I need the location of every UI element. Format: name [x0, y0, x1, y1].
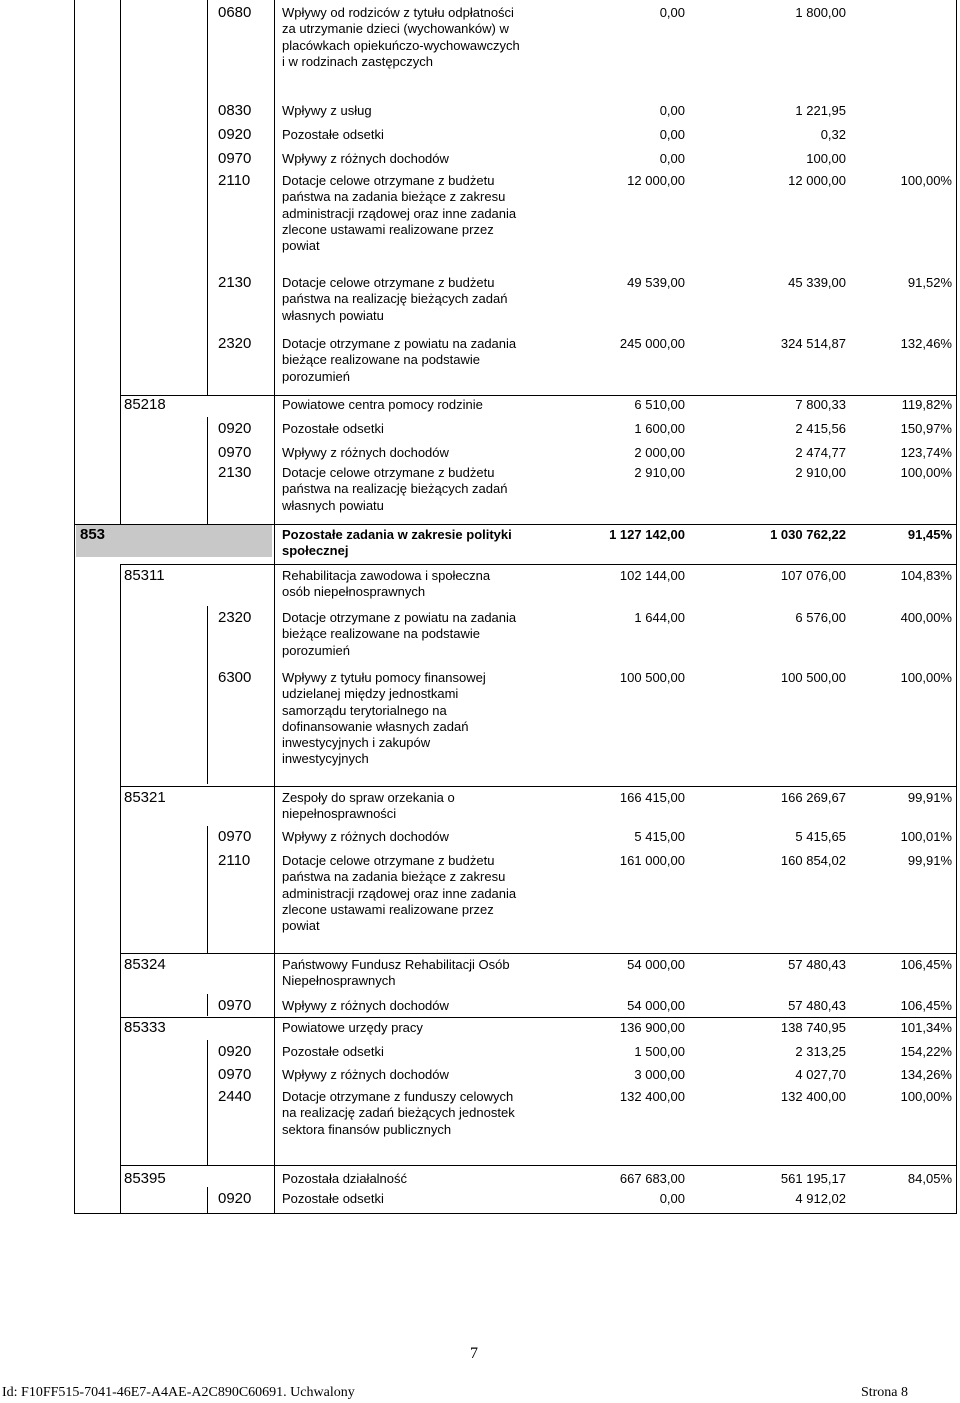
item-name: Powiatowe centra pomocy rodzinie	[282, 397, 483, 412]
item-name: Wpływy z usług	[282, 103, 372, 118]
paragraph-code: 0970	[218, 828, 252, 845]
execution-percent: 99,91%	[907, 790, 952, 805]
paragraph-code: 0970	[218, 1066, 252, 1083]
item-name: Dotacje celowe otrzymane z budżetu państwa na zadania bieżące z zakresu administracji rządowej oraz inne zadania zlecone ustawami realizowane przez powiat	[282, 173, 517, 254]
item-name: Pozostałe odsetki	[282, 1044, 384, 1059]
paragraph-code: 2320	[218, 335, 252, 352]
plan-amount: 54 000,00	[627, 957, 685, 972]
subsection-code: 85324	[124, 956, 166, 973]
executed-amount: 166 269,67	[780, 790, 846, 805]
paragraph-code: 0970	[218, 997, 252, 1014]
plan-amount: 0,00	[659, 127, 685, 142]
execution-percent: 400,00%	[900, 610, 952, 625]
executed-amount: 0,32	[820, 127, 846, 142]
item-name: Wpływy z różnych dochodów	[282, 151, 449, 166]
paragraph-code: 0920	[218, 420, 252, 437]
item-name: Dotacje celowe otrzymane z budżetu państwa na realizację bieżących zadań własnych powiatu	[282, 465, 508, 513]
plan-amount: 132 400,00	[619, 1089, 685, 1104]
paragraph-code: 0830	[218, 102, 252, 119]
plan-amount: 166 415,00	[619, 790, 685, 805]
executed-amount: 2 474,77	[795, 445, 846, 460]
subsection-code: 85395	[124, 1170, 166, 1187]
executed-amount: 57 480,43	[788, 998, 846, 1013]
page-label: Strona 8	[860, 1385, 908, 1400]
execution-percent: 91,45%	[907, 527, 952, 542]
plan-amount: 100 500,00	[619, 670, 685, 685]
section-code-shading	[76, 525, 272, 557]
paragraph-code: 6300	[218, 669, 252, 686]
executed-amount: 107 076,00	[780, 568, 846, 583]
execution-percent: 119,82%	[901, 397, 952, 412]
plan-amount: 2 910,00	[634, 465, 685, 480]
paragraph-code: 2110	[218, 172, 251, 189]
item-name: Wpływy z różnych dochodów	[282, 998, 449, 1013]
item-name: Powiatowe urzędy pracy	[282, 1020, 423, 1035]
executed-amount: 5 415,65	[795, 829, 846, 844]
item-name: Dotacje celowe otrzymane z budżetu państwa na zadania bieżące z zakresu administracji rządowej oraz inne zadania zlecone ustawami realizowane przez powiat	[282, 853, 517, 934]
subsection-code: 85321	[124, 789, 166, 806]
item-name: Dotacje otrzymane z powiatu na zadania bieżące realizowane na podstawie porozumień	[282, 610, 517, 658]
plan-amount: 1 500,00	[634, 1044, 685, 1059]
executed-amount: 4 027,70	[795, 1067, 846, 1082]
item-name: Pozostałe odsetki	[282, 421, 384, 436]
item-name: Państwowy Fundusz Rehabilitacji Osób Niepełnosprawnych	[282, 957, 510, 989]
executed-amount: 561 195,17	[780, 1171, 846, 1186]
executed-amount: 1 221,95	[795, 103, 846, 118]
executed-amount: 1 800,00	[795, 5, 846, 20]
item-name: Dotacje otrzymane z funduszy celowych na realizację zadań bieżących jednostek sektora finansów publicznych	[282, 1089, 515, 1137]
execution-percent: 132,46%	[900, 336, 952, 351]
executed-amount: 2 910,00	[795, 465, 846, 480]
executed-amount: 7 800,33	[795, 397, 846, 412]
execution-percent: 100,00%	[900, 1089, 952, 1104]
paragraph-code: 0970	[218, 150, 252, 167]
executed-amount: 4 912,02	[795, 1191, 846, 1206]
executed-amount: 100 500,00	[780, 670, 846, 685]
executed-amount: 1 030 762,22	[770, 527, 846, 542]
plan-amount: 0,00	[659, 5, 685, 20]
item-name: Wpływy od rodziców z tytułu odpłatności za utrzymanie dzieci (wychowanków) w placówkach opiekuńczo-wychowawczych i w rodzinach zastępczych	[282, 5, 520, 69]
paragraph-code: 2130	[218, 274, 252, 291]
plan-amount: 245 000,00	[619, 336, 685, 351]
execution-percent: 101,34%	[900, 1020, 952, 1035]
section-name: Pozostałe zadania w zakresie polityki społecznej	[282, 527, 512, 559]
item-name: Pozostała działalność	[282, 1171, 408, 1186]
paragraph-code: 0920	[218, 1043, 252, 1060]
executed-amount: 45 339,00	[788, 275, 846, 290]
executed-amount: 12 000,00	[788, 173, 846, 188]
execution-percent: 104,83%	[900, 568, 952, 583]
item-name: Zespoły do spraw orzekania o niepełnosprawności	[282, 790, 455, 822]
plan-amount: 0,00	[659, 1191, 685, 1206]
plan-amount: 3 000,00	[634, 1067, 685, 1082]
item-name: Wpływy z różnych dochodów	[282, 829, 449, 844]
paragraph-code: 0680	[218, 4, 252, 21]
item-name: Dotacje otrzymane z powiatu na zadania bieżące realizowane na podstawie porozumień	[282, 336, 517, 384]
executed-amount: 100,00	[806, 151, 846, 166]
execution-percent: 91,52%	[907, 275, 952, 290]
plan-amount: 12 000,00	[627, 173, 685, 188]
plan-amount: 54 000,00	[627, 998, 685, 1013]
plan-amount: 6 510,00	[634, 397, 685, 412]
execution-percent: 154,22%	[900, 1044, 952, 1059]
executed-amount: 324 514,87	[780, 336, 846, 351]
execution-percent: 84,05%	[907, 1171, 952, 1186]
execution-percent: 100,00%	[900, 173, 952, 188]
paragraph-code: 0920	[218, 126, 252, 143]
executed-amount: 2 415,56	[795, 421, 846, 436]
document-id: Id: F10FF515-7041-46E7-A4AE-A2C890C60691. Uchwalony	[2, 1385, 355, 1400]
executed-amount: 132 400,00	[780, 1089, 846, 1104]
subsection-code: 85333	[124, 1019, 166, 1036]
execution-percent: 134,26%	[900, 1067, 952, 1082]
plan-amount: 1 127 142,00	[609, 527, 685, 542]
plan-amount: 1 600,00	[634, 421, 685, 436]
section-code: 853	[80, 526, 106, 543]
execution-percent: 106,45%	[900, 998, 952, 1013]
plan-amount: 0,00	[659, 103, 685, 118]
execution-percent: 99,91%	[907, 853, 952, 868]
executed-amount: 160 854,02	[780, 853, 846, 868]
execution-percent: 100,01%	[900, 829, 952, 844]
subsection-code: 85311	[124, 567, 165, 584]
item-name: Rehabilitacja zawodowa i społeczna osób niepełnosprawnych	[282, 568, 491, 600]
executed-amount: 2 313,25	[795, 1044, 846, 1059]
plan-amount: 161 000,00	[619, 853, 685, 868]
page-number: 7	[470, 1345, 478, 1362]
plan-amount: 102 144,00	[619, 568, 685, 583]
plan-amount: 1 644,00	[634, 610, 685, 625]
execution-percent: 100,00%	[900, 465, 952, 480]
plan-amount: 667 683,00	[619, 1171, 685, 1186]
item-name: Pozostałe odsetki	[282, 1191, 384, 1206]
plan-amount: 0,00	[659, 151, 685, 166]
paragraph-code: 2130	[218, 464, 252, 481]
plan-amount: 5 415,00	[634, 829, 685, 844]
executed-amount: 6 576,00	[795, 610, 846, 625]
plan-amount: 2 000,00	[634, 445, 685, 460]
paragraph-code: 0970	[218, 444, 252, 461]
execution-percent: 100,00%	[900, 670, 952, 685]
executed-amount: 138 740,95	[780, 1020, 846, 1035]
paragraph-code: 2440	[218, 1088, 252, 1105]
plan-amount: 136 900,00	[619, 1020, 685, 1035]
item-name: Wpływy z różnych dochodów	[282, 1067, 449, 1082]
execution-percent: 106,45%	[900, 957, 952, 972]
paragraph-code: 0920	[218, 1190, 252, 1207]
subsection-code: 85218	[124, 396, 166, 413]
item-name: Wpływy z tytułu pomocy finansowej udzielanej między jednostkami samorządu terytorialnego na dofinansowanie własnych zadań inwestycyjnych i zakupów inwestycyjnych	[282, 670, 486, 767]
item-name: Dotacje celowe otrzymane z budżetu państwa na realizację bieżących zadań własnych powiatu	[282, 275, 508, 323]
paragraph-code: 2320	[218, 609, 252, 626]
execution-percent: 123,74%	[900, 445, 952, 460]
execution-percent: 150,97%	[900, 421, 952, 436]
plan-amount: 49 539,00	[627, 275, 685, 290]
executed-amount: 57 480,43	[788, 957, 846, 972]
item-name: Pozostałe odsetki	[282, 127, 384, 142]
item-name: Wpływy z różnych dochodów	[282, 445, 449, 460]
paragraph-code: 2110	[218, 852, 251, 869]
